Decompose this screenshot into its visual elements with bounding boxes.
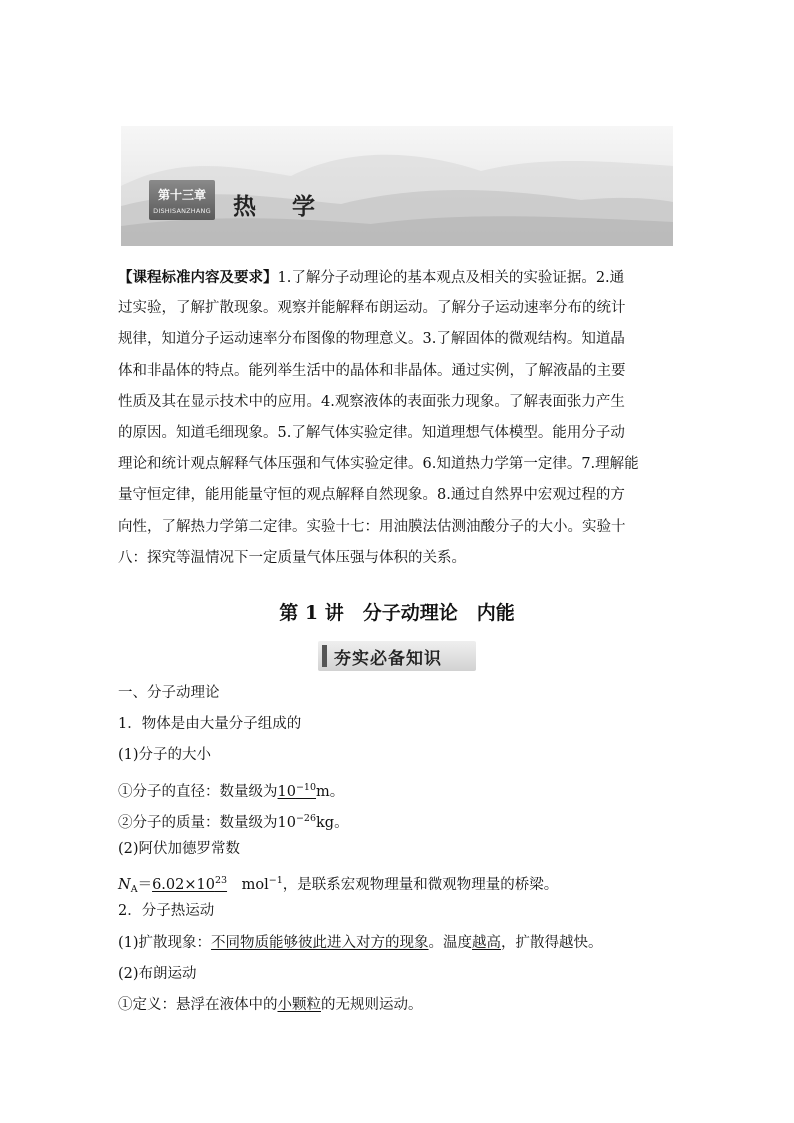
heading-thermal-motion: 2．分子热运动 — [118, 903, 215, 920]
subheading-avogadro: (2)阿伏加德罗常数 — [118, 840, 241, 857]
chapter-pinyin: DISHISANZHANG — [153, 207, 211, 215]
standards-line-3: 规律，知道分子运动速率分布图像的物理意义。3.了解固体的微观结构。知道晶 — [118, 331, 625, 348]
lecture-title: 第 1 讲 分子动理论 内能 — [279, 602, 515, 624]
heading-molecules-composition: 1．物体是由大量分子组成的 — [118, 716, 302, 733]
standards-line-1: 【课程标准内容及要求】1.了解分子动理论的基本观点及相关的实验证据。2.通 — [118, 269, 625, 286]
mass-value: $10^{-26}$ — [277, 812, 317, 831]
content-body — [118, 678, 678, 1021]
section-badge — [318, 641, 476, 671]
standards-line-5: 性质及其在显示技术中的应用。4.观察液体的表面张力现象。了解表面张力产生 — [118, 393, 625, 410]
standards-line-8: 量守恒定律，能用能量守恒的观点解释自然现象。8.通过自然界中宏观过程的方 — [118, 487, 625, 504]
standards-paragraph — [118, 262, 678, 574]
subheading-brownian: (2)布朗运动 — [118, 965, 197, 982]
avogadro-value: $6.02\times 10^{23}$ — [152, 875, 228, 894]
section-badge-text: 夯实必备知识 — [334, 649, 442, 669]
chapter-title: 热 学 — [233, 194, 330, 220]
standards-line-2: 过实验，了解扩散现象。观察并能解释布朗运动。了解分子运动速率分布的统计 — [118, 300, 626, 317]
chapter-number: 第十三章 — [157, 188, 206, 202]
avogadro-formula-line: $N_A=6.02\times 10^{23}$ mol$^{-1}$，是联系宏观物理量和微观物理量的桥梁。 — [118, 875, 559, 896]
standards-line-7: 理论和统计观点解释气体压强和气体实验定律。6.知道热力学第一定律。7.理解能 — [118, 456, 639, 473]
diameter-value: $10^{-10}$ — [277, 781, 317, 800]
subheading-molecule-size: (1)分子的大小 — [118, 747, 212, 764]
brownian-definition-line: ①定义：悬浮在液体中的小颗粒的无规则运动。 — [118, 996, 423, 1013]
banner-divider — [147, 236, 673, 237]
molecule-diameter-line: ①分子的直径：数量级为$10^{-10}m$。 — [118, 781, 345, 800]
section-badge-bar — [322, 645, 327, 667]
chapter-banner — [121, 126, 673, 246]
standards-label: 【课程标准内容及要求】 — [118, 269, 278, 286]
standards-line-6: 的原因。知道毛细现象。5.了解气体实验定律。知道理想气体模型。能用分子动 — [118, 424, 625, 441]
molecule-mass-line: ②分子的质量：数量级为$10^{-26}kg$。 — [118, 812, 349, 831]
heading-molecular-theory: 一、分子动理论 — [118, 685, 220, 701]
standards-line-9: 向性，了解热力学第二定律。实验十七：用油膜法估测油酸分子的大小。实验十 — [118, 518, 626, 535]
standards-line-10: 八：探究等温情况下一定质量气体压强与体积的关系。 — [118, 549, 466, 566]
standards-line-4: 体和非晶体的特点。能列举生活中的晶体和非晶体。通过实例，了解液晶的主要 — [118, 362, 626, 379]
chapter-number-box — [149, 180, 215, 220]
diffusion-line: (1)扩散现象：不同物质能够彼此进入对方的现象。温度越高，扩散得越快。 — [118, 934, 603, 951]
